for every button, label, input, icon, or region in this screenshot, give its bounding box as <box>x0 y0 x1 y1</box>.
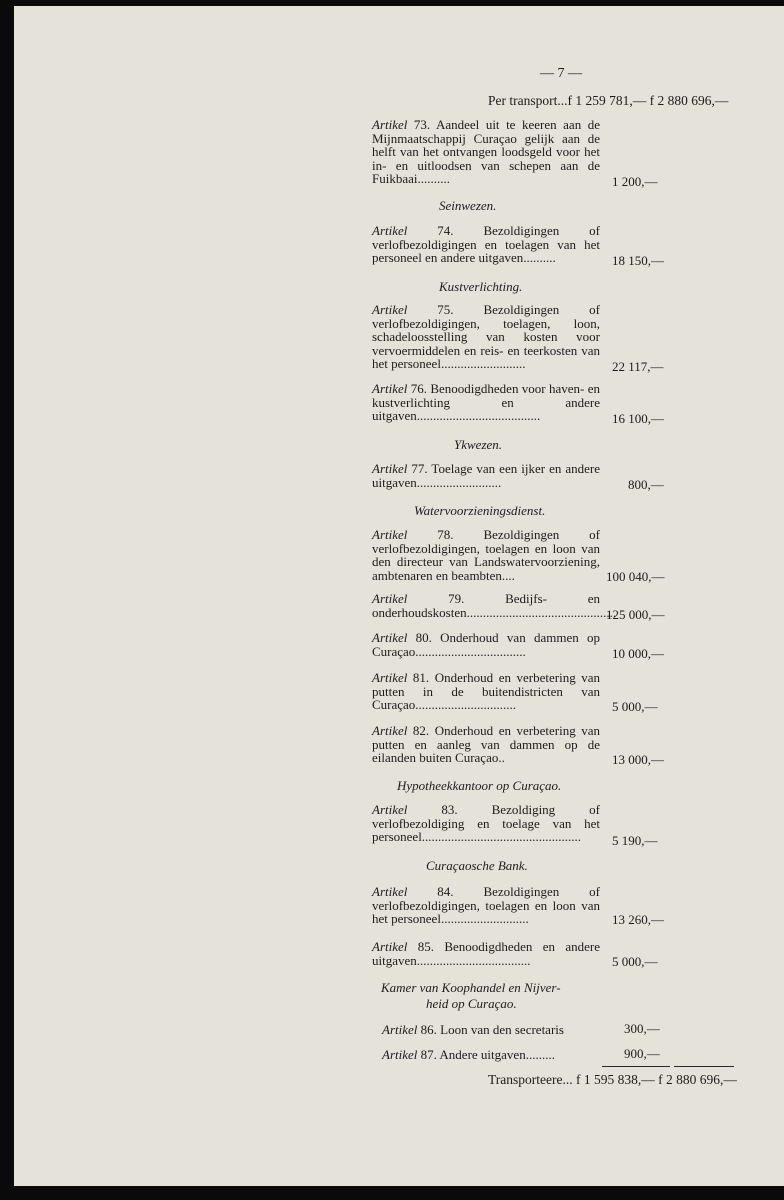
entry-artikel-74 <box>372 224 600 265</box>
document-page <box>14 6 784 1186</box>
amount-artikel-78: 100 040,— <box>606 569 665 584</box>
amount-artikel-79: 125 000,— <box>606 607 665 622</box>
entry-label: Artikel <box>372 527 408 542</box>
entry-artikel-87 <box>382 1047 555 1062</box>
section-heading-curacaosche-bank: Curaçaosche Bank. <box>426 858 528 873</box>
entry-text: 74. Bezoldigingen of verlofbezoldigingen en toelagen van het personeel en andere uitgaven.......... <box>372 223 600 266</box>
entry-text: 75. Bezoldigingen of verlofbezoldigingen, toelagen, loon, schadeloosstelling van kosten voor vervoermiddelen en reis- en teerkosten van het personeel.......................... <box>372 302 600 372</box>
entry-text: 87. Andere uitgaven......... <box>420 1047 555 1062</box>
amount-artikel-76: 16 100,— <box>612 411 664 426</box>
entry-text: 78. Bezoldigingen of verlofbezoldigingen, toelagen en loon van den directeur van Landswatervoorziening, ambtenaren en beambten.... <box>372 527 600 583</box>
entry-label: Artikel <box>372 223 408 238</box>
entry-label: Artikel <box>382 1047 418 1062</box>
entry-text: 85. Benoodigdheden en andere uitgaven................................... <box>372 939 600 968</box>
amount-artikel-87: 900,— <box>624 1046 660 1061</box>
transporteere-line: Transporteere... f 1 595 838,— f 2 880 696,— <box>488 1072 737 1087</box>
entry-text: 84. Bezoldigingen of verlofbezoldigingen, toelagen en loon van het personeel........................... <box>372 884 600 927</box>
amount-artikel-73: 1 200,— <box>612 174 658 189</box>
entry-label: Artikel <box>372 630 408 645</box>
amount-artikel-85: 5 000,— <box>612 954 658 969</box>
entry-artikel-83 <box>372 803 600 844</box>
entry-artikel-80 <box>372 631 600 658</box>
entry-artikel-79 <box>372 591 617 620</box>
section-heading-seinwezen: Seinwezen. <box>439 198 497 213</box>
entry-text: 79. Bedijfs- en onderhoudskosten.............................................. <box>372 591 617 620</box>
entry-label: Artikel <box>372 591 408 606</box>
entry-label: Artikel <box>372 884 408 899</box>
section-heading-kamer-van-koophandel-cont: heid op Curaçao. <box>426 996 517 1011</box>
entry-text: 86. Loon van den secretaris <box>420 1022 564 1037</box>
page-number: — 7 — <box>540 66 582 81</box>
amount-artikel-84: 13 260,— <box>612 912 664 927</box>
entry-label: Artikel <box>372 670 408 685</box>
entry-label: Artikel <box>382 1022 418 1037</box>
entry-label: Artikel <box>372 802 408 817</box>
entry-label: Artikel <box>372 302 408 317</box>
per-transport-line: Per transport...f 1 259 781,— f 2 880 696,— <box>488 93 729 108</box>
entry-text: 80. Onderhoud van dammen op Curaçao.................................. <box>372 630 600 659</box>
section-heading-ykwezen: Ykwezen. <box>454 437 503 452</box>
entry-artikel-82 <box>372 724 600 765</box>
entry-artikel-77 <box>372 462 600 489</box>
entry-label: Artikel <box>372 381 408 396</box>
total-rule-right <box>674 1066 734 1067</box>
entry-label: Artikel <box>372 723 408 738</box>
entry-text: 83. Bezoldiging of verlofbezoldiging en toelage van het personeel................................................. <box>372 802 600 845</box>
entry-text: 81. Onderhoud en verbetering van putten in de buitendistricten van Curaçao............................... <box>372 670 600 713</box>
amount-artikel-75: 22 117,— <box>612 359 664 374</box>
amount-artikel-77: 800,— <box>628 477 664 492</box>
entry-label: Artikel <box>372 461 408 476</box>
entry-label: Artikel <box>372 939 408 954</box>
entry-text: 76. Benoodigdheden voor haven- en kustverlichting en andere uitgaven...................................... <box>372 381 600 424</box>
entry-artikel-73 <box>372 118 600 186</box>
entry-text: 73. Aandeel uit te keeren aan de Mijnmaatschappij Curaçao gelijk aan de helft van het ontvangen loodsgeld voor het in- en uitloodsen van schepen aan de Fuikbaai.......... <box>372 117 600 187</box>
entry-artikel-85 <box>372 940 600 967</box>
amount-artikel-74: 18 150,— <box>612 253 664 268</box>
entry-artikel-78 <box>372 528 600 582</box>
section-heading-kustverlichting: Kustverlichting. <box>439 279 523 294</box>
amount-artikel-86: 300,— <box>624 1021 660 1036</box>
entry-artikel-81 <box>372 671 600 712</box>
section-heading-watervoorzieningsdienst: Watervoorzieningsdienst. <box>414 503 546 518</box>
entry-text: 82. Onderhoud en verbetering van putten en aanleg van dammen op de eilanden buiten Curaçao.. <box>372 723 600 766</box>
amount-artikel-80: 10 000,— <box>612 646 664 661</box>
section-heading-hypotheekkantoor: Hypotheekkantoor op Curaçao. <box>397 778 562 793</box>
entry-text: 77. Toelage van een ijker en andere uitgaven.......................... <box>372 461 600 490</box>
entry-artikel-75 <box>372 303 600 371</box>
entry-artikel-76 <box>372 382 600 423</box>
entry-label: Artikel <box>372 117 408 132</box>
entry-artikel-84 <box>372 885 600 926</box>
total-rule-left <box>602 1066 670 1067</box>
amount-artikel-83: 5 190,— <box>612 833 658 848</box>
entry-artikel-86 <box>382 1022 564 1037</box>
section-heading-kamer-van-koophandel: Kamer van Koophandel en Nijver- <box>381 980 561 995</box>
amount-artikel-81: 5 000,— <box>612 699 658 714</box>
amount-artikel-82: 13 000,— <box>612 752 664 767</box>
